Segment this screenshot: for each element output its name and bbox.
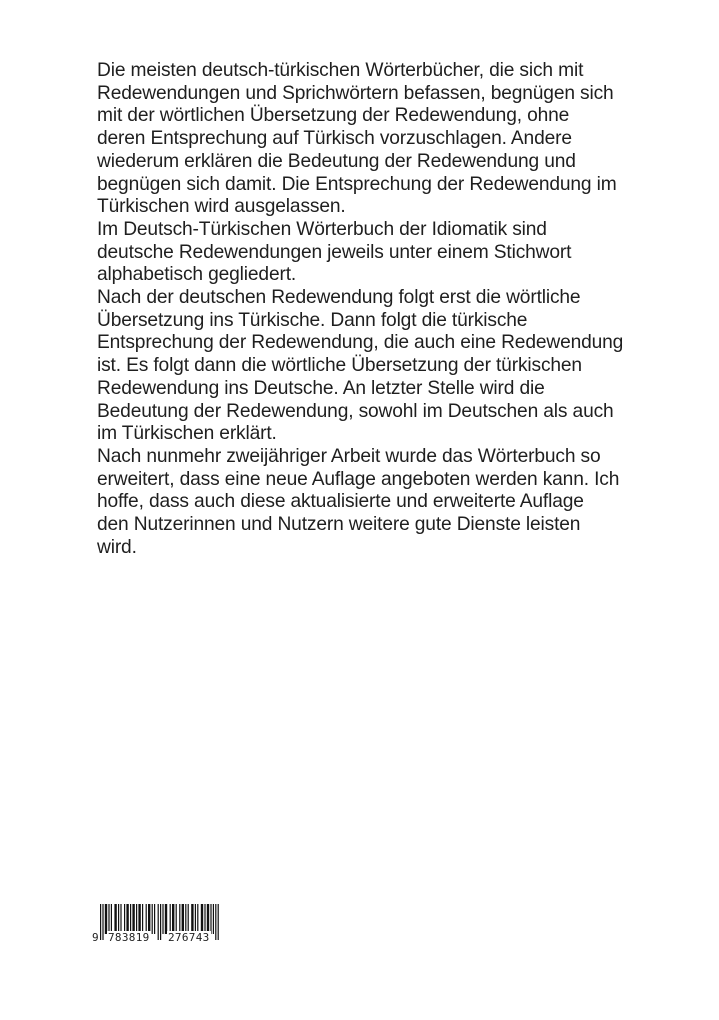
- text-line: Übersetzung ins Türkische. Dann folgt die türkische: [97, 309, 528, 331]
- text-line: deren Entsprechung auf Türkisch vorzuschlagen. Andere: [97, 128, 572, 150]
- text-line: begnügen sich damit. Die Entsprechung der Redewendung im: [97, 173, 617, 195]
- text-line: erweitert, dass eine neue Auflage angeboten werden kann. Ich: [97, 468, 620, 490]
- blurb-text: [97, 60, 657, 559]
- text-line: Redewendungen und Sprichwörtern befassen, begnügen sich: [97, 82, 614, 104]
- barcode-digits-group-1: 783819: [108, 931, 150, 944]
- text-line: wiederum erklären die Bedeutung der Redewendung und: [97, 150, 576, 172]
- barcode-lead-digit: 9: [92, 931, 99, 944]
- text-line: Im Deutsch-Türkischen Wörterbuch der Idiomatik sind: [97, 218, 547, 240]
- text-line: Nach nunmehr zweijähriger Arbeit wurde das Wörterbuch so: [97, 445, 601, 467]
- text-line: Entsprechung der Redewendung, die auch eine Redewendung: [97, 332, 624, 354]
- text-line: Die meisten deutsch-türkischen Wörterbücher, die sich mit: [97, 60, 584, 81]
- text-line: Redewendung ins Deutsche. An letzter Stelle wird die: [97, 377, 545, 399]
- text-line: den Nutzerinnen und Nutzern weitere gute Dienste leisten: [97, 514, 581, 536]
- text-line: deutsche Redewendungen jeweils unter einem Stichwort: [97, 241, 572, 263]
- text-line: hoffe, dass auch diese aktualisierte und erweiterte Auflage: [97, 491, 584, 513]
- barcode-digits-group-2: 276743: [168, 931, 210, 944]
- isbn-barcode: [92, 904, 232, 944]
- text-line: alphabetisch gegliedert.: [97, 264, 297, 286]
- text-line: Nach der deutschen Redewendung folgt erst die wörtliche: [97, 287, 581, 309]
- text-line: ist. Es folgt dann die wörtliche Übersetzung der türkischen: [97, 355, 582, 377]
- text-line: Türkischen wird ausgelassen.: [97, 196, 346, 218]
- text-line: Bedeutung der Redewendung, sowohl im Deutschen als auch: [97, 400, 614, 422]
- text-line: wird.: [97, 536, 137, 558]
- text-line: im Türkischen erklärt.: [97, 423, 277, 445]
- text-line: mit der wörtlichen Übersetzung der Redewendung, ohne: [97, 105, 570, 127]
